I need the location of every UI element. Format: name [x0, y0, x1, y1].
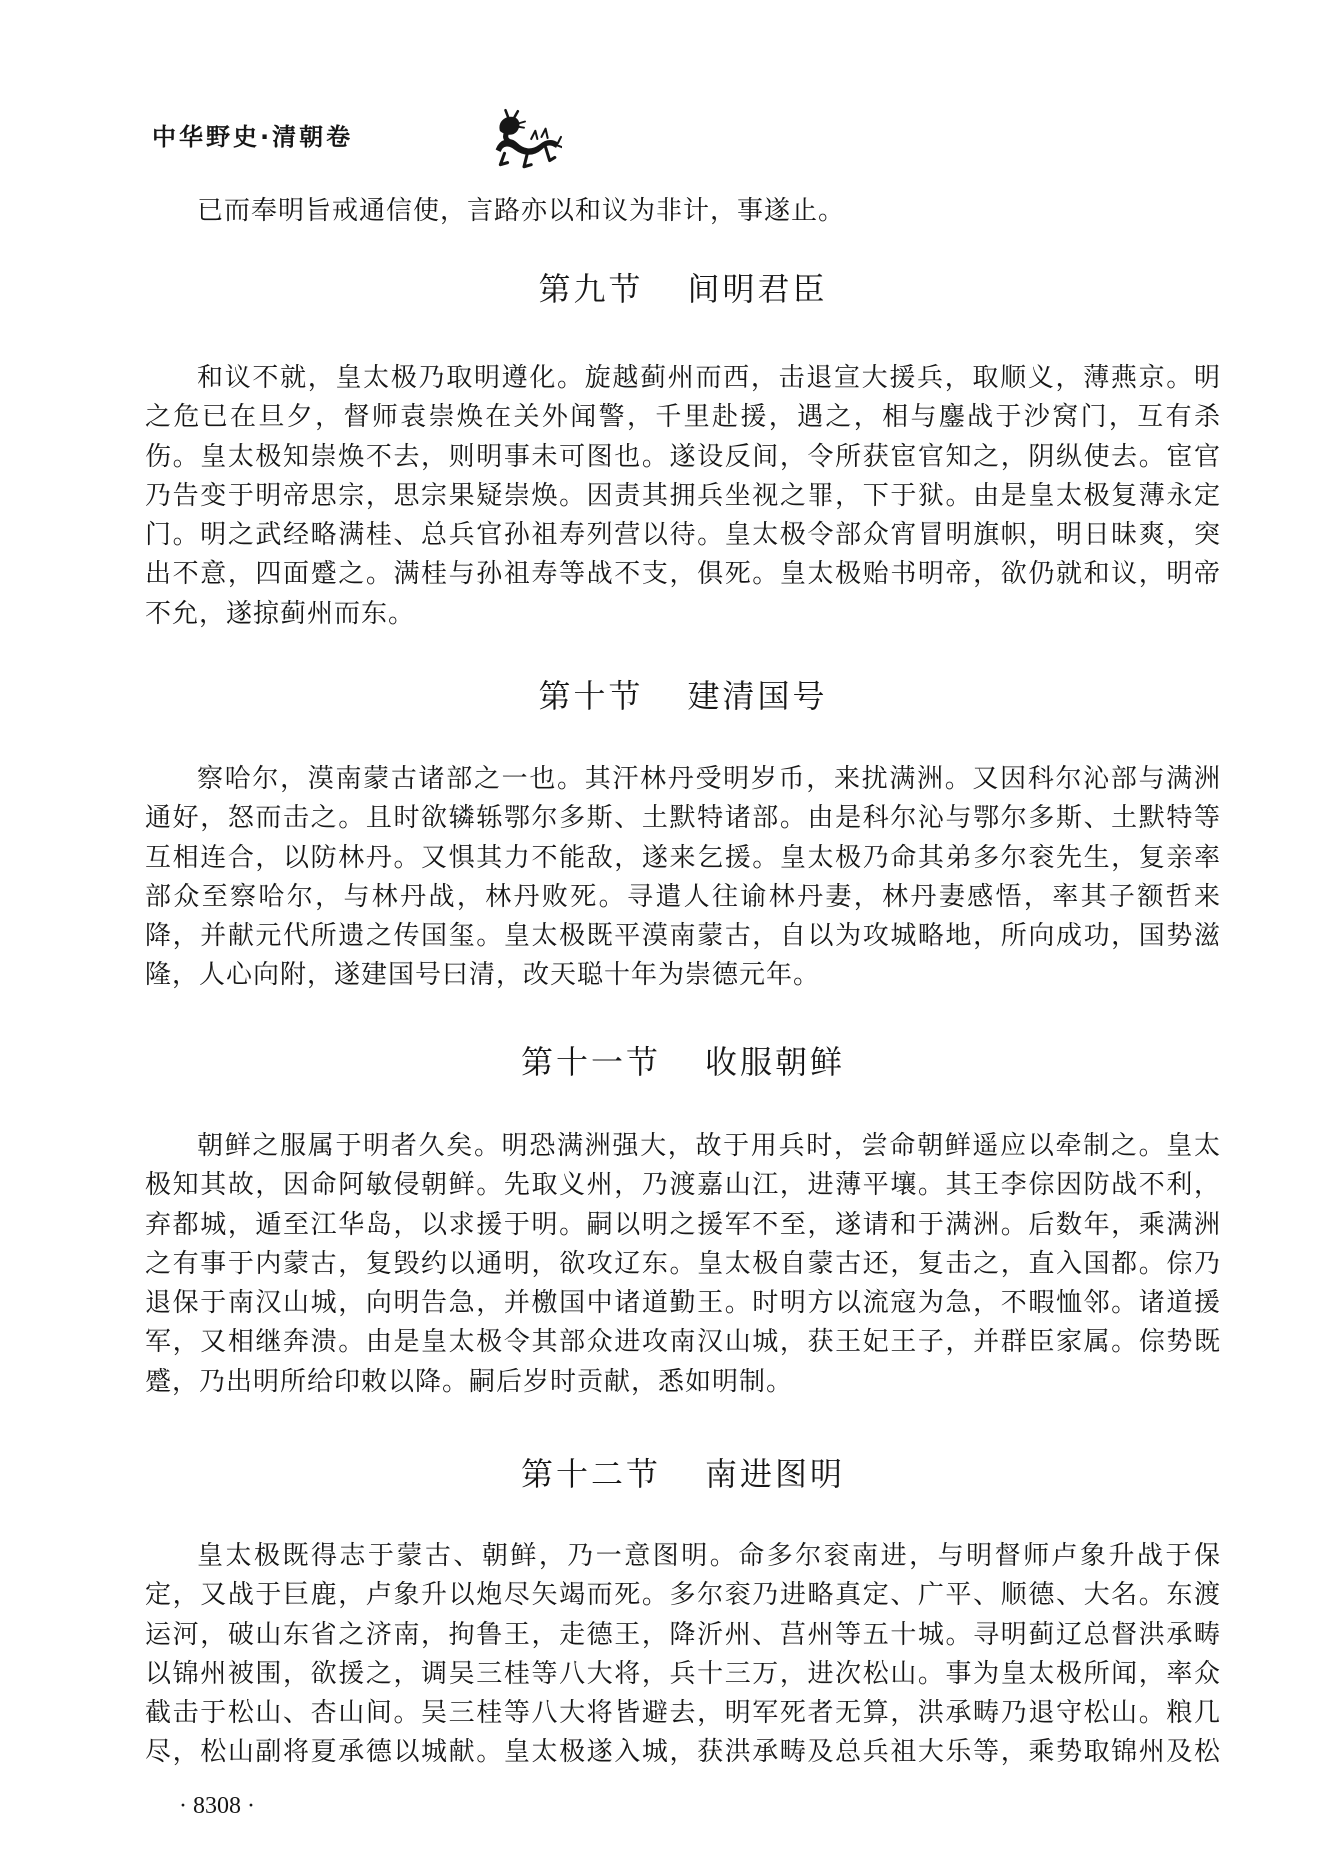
section-title: 建清国号	[687, 677, 828, 715]
paragraph-line: 之危已在旦夕，督师袁崇焕在关外闻警，千里赴援，遇之，相与鏖战于沙窝门，互有杀	[145, 402, 1221, 433]
paragraph-line: 和议不就，皇太极乃取明遵化。旋越蓟州而西，击退宣大援兵，取顺义，薄燕京。明	[197, 363, 1221, 393]
section-heading	[145, 1452, 1221, 1496]
section-heading	[145, 267, 1221, 311]
paragraph-line: 门。明之武经略满桂、总兵官孙祖寿列营以待。皇太极令部众宵冒明旗帜，明日昧爽，突	[145, 520, 1221, 551]
dragon-logo-icon	[486, 108, 562, 170]
section-title: 收服朝鲜	[705, 1043, 846, 1081]
paragraph-line: 伤。皇太极知崇焕不去，则明事未可图也。遂设反间，令所获宦官知之，阴纵使去。宦官	[145, 441, 1221, 472]
paragraph-line: 降，并献元代所遗之传国玺。皇太极既平漠南蒙古，自以为攻城略地，所向成功，国势滋	[145, 921, 1221, 952]
paragraph-line: 互相连合，以防林丹。又惧其力不能敌，遂来乞援。皇太极乃命其弟多尔衮先生，复亲率	[145, 842, 1221, 873]
paragraph-line: 出不意，四面蹙之。满桂与孙祖寿等战不支，俱死。皇太极贻书明帝，欲仍就和议，明帝	[145, 559, 1221, 590]
paragraph-line: 以锦州被围，欲援之，调吴三桂等八大将，兵十三万，进次松山。事为皇太极所闻，率众	[145, 1658, 1221, 1689]
section-title: 间明君臣	[687, 270, 828, 308]
section-heading	[145, 1040, 1221, 1084]
section-number: 第十一节	[520, 1043, 661, 1081]
paragraph	[145, 359, 1221, 634]
paragraph-line: 尽，松山副将夏承德以城献。皇太极遂入城，获洪承畴及总兵祖大乐等，乘势取锦州及松	[145, 1737, 1221, 1768]
section-heading	[145, 674, 1221, 718]
section-title: 南进图明	[705, 1455, 846, 1493]
paragraph-line: 部众至察哈尔，与林丹战，林丹败死。寻遣人往谕林丹妻，林丹妻感悟，率其子额哲来	[145, 881, 1221, 912]
paragraph-line: 军，又相继奔溃。由是皇太极令其部众进攻南汉山城，获王妃王子，并群臣家属。倧势既	[145, 1327, 1221, 1358]
paragraph-line: 乃告变于明帝思宗，思宗果疑崇焕。因责其拥兵坐视之罪，下于狱。由是皇太极复薄永定	[145, 480, 1221, 511]
paragraph-line: 通好，怒而击之。且时欲辚轹鄂尔多斯、土默特诸部。由是科尔沁与鄂尔多斯、土默特等	[145, 803, 1221, 834]
paragraph	[145, 1127, 1221, 1402]
running-header: 中华野史·清朝卷	[152, 123, 354, 151]
page-number: · 8308 ·	[179, 1793, 255, 1819]
paragraph-line: 弃都城，遁至江华岛，以求援于明。嗣以明之援军不至，遂请和于满洲。后数年，乘满洲	[145, 1209, 1221, 1240]
paragraph-line: 不允，遂掠蓟州而东。	[145, 598, 416, 629]
paragraph	[145, 192, 1221, 231]
paragraph-line: 极知其故，因命阿敏侵朝鲜。先取义州，乃渡嘉山江，进薄平壤。其王李倧因防战不利，	[145, 1170, 1221, 1201]
section-number: 第十节	[538, 677, 644, 715]
paragraph-line: 皇太极既得志于蒙古、朝鲜，乃一意图明。命多尔衮南进，与明督师卢象升战于保	[197, 1541, 1221, 1571]
paragraph-line: 定，又战于巨鹿，卢象升以炮尽矢竭而死。多尔衮乃进略真定、广平、顺德、大名。东渡	[145, 1580, 1221, 1611]
paragraph-line: 截击于松山、杏山间。吴三桂等八大将皆避去，明军死者无算，洪承畴乃退守松山。粮几	[145, 1698, 1221, 1729]
paragraph-line: 蹙，乃出明所给印敕以降。嗣后岁时贡献，悉如明制。	[145, 1366, 794, 1397]
paragraph-line: 察哈尔，漠南蒙古诸部之一也。其汗林丹受明岁币，来扰满洲。又因科尔沁部与满洲	[197, 764, 1221, 794]
paragraph-line: 退保于南汉山城，向明告急，并檄国中诸道勤王。时明方以流寇为急，不暇恤邻。诸道援	[145, 1288, 1221, 1319]
paragraph	[145, 1537, 1221, 1773]
paragraph-line: 之有事于内蒙古，复毁约以通明，欲攻辽东。皇太极自蒙古还，复击之，直入国都。倧乃	[145, 1248, 1221, 1279]
paragraph-line: 隆，人心向附，遂建国号曰清，改天聪十年为崇德元年。	[145, 960, 821, 991]
section-number: 第十二节	[520, 1455, 661, 1493]
section-number: 第九节	[538, 270, 644, 308]
paragraph-line: 运河，破山东省之济南，拘鲁王，走德王，降沂州、莒州等五十城。寻明蓟辽总督洪承畴	[145, 1619, 1221, 1650]
paragraph-line: 朝鲜之服属于明者久矣。明恐满洲强大，故于用兵时，尝命朝鲜遥应以牵制之。皇太	[197, 1131, 1221, 1161]
paragraph-line: 已而奉明旨戒通信使，言路亦以和议为非计，事遂止。	[197, 196, 846, 226]
paragraph	[145, 760, 1221, 996]
